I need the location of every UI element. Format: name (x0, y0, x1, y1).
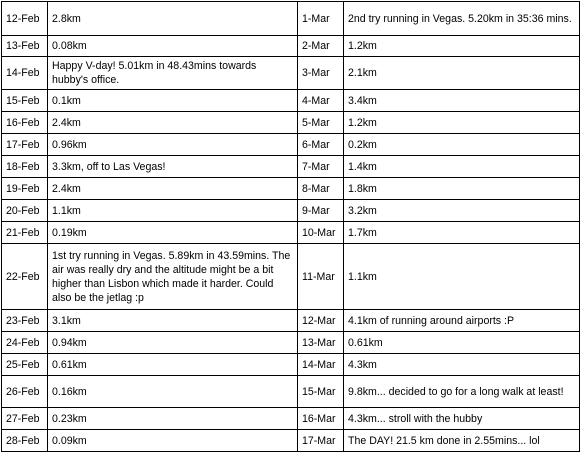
date-cell: 16-Mar (298, 408, 344, 430)
date-cell: 20-Feb (2, 200, 48, 222)
entry-cell: 4.3km (344, 354, 580, 376)
date-cell: 10-Mar (298, 222, 344, 244)
entry-cell: 1.8km (344, 178, 580, 200)
table-row (2, 244, 580, 310)
date-cell: 11-Mar (298, 244, 344, 310)
entry-cell: The DAY! 21.5 km done in 2.55mins... lol (344, 430, 580, 452)
entry-cell: 2nd try running in Vegas. 5.20km in 35:36 mins. (344, 2, 580, 36)
date-cell: 9-Mar (298, 200, 344, 222)
date-cell: 25-Feb (2, 354, 48, 376)
entry-cell: Happy V-day! 5.01km in 48.43mins towards hubby's office. (48, 57, 298, 90)
table-row (2, 178, 580, 200)
entry-cell: 1.2km (344, 112, 580, 134)
table-row (2, 112, 580, 134)
entry-cell: 4.1km of running around airports :P (344, 310, 580, 332)
date-cell: 17-Feb (2, 134, 48, 156)
date-cell: 28-Feb (2, 430, 48, 452)
date-cell: 26-Feb (2, 376, 48, 408)
table-body (2, 2, 580, 452)
table-row (2, 200, 580, 222)
table-row (2, 134, 580, 156)
entry-cell: 1.2km (344, 36, 580, 57)
date-cell: 24-Feb (2, 332, 48, 354)
entry-cell: 0.94km (48, 332, 298, 354)
date-cell: 17-Mar (298, 430, 344, 452)
date-cell: 1-Mar (298, 2, 344, 36)
entry-cell: 0.2km (344, 134, 580, 156)
entry-cell: 1.7km (344, 222, 580, 244)
date-cell: 2-Mar (298, 36, 344, 57)
date-cell: 15-Feb (2, 90, 48, 112)
date-cell: 19-Feb (2, 178, 48, 200)
entry-cell: 0.09km (48, 430, 298, 452)
entry-cell: 1st try running in Vegas. 5.89km in 43.59mins. The air was really dry and the altitude might be a bit higher than Lisbon which made it harder. Could also be the jetlag :p (48, 244, 298, 310)
entry-cell: 0.23km (48, 408, 298, 430)
date-cell: 18-Feb (2, 156, 48, 178)
table-row (2, 332, 580, 354)
date-cell: 21-Feb (2, 222, 48, 244)
entry-cell: 0.08km (48, 36, 298, 57)
date-cell: 22-Feb (2, 244, 48, 310)
table-row (2, 408, 580, 430)
table-row (2, 90, 580, 112)
entry-cell: 1.1km (344, 244, 580, 310)
entry-cell: 2.1km (344, 57, 580, 90)
entry-cell: 0.16km (48, 376, 298, 408)
entry-cell: 0.61km (344, 332, 580, 354)
table-row (2, 310, 580, 332)
table-row (2, 376, 580, 408)
entry-cell: 0.1km (48, 90, 298, 112)
date-cell: 27-Feb (2, 408, 48, 430)
date-cell: 15-Mar (298, 376, 344, 408)
date-cell: 12-Mar (298, 310, 344, 332)
running-log-table (1, 1, 580, 452)
date-cell: 8-Mar (298, 178, 344, 200)
entry-cell: 9.8km... decided to go for a long walk at least! (344, 376, 580, 408)
date-cell: 16-Feb (2, 112, 48, 134)
table-row (2, 2, 580, 36)
entry-cell: 3.4km (344, 90, 580, 112)
entry-cell: 4.3km... stroll with the hubby (344, 408, 580, 430)
entry-cell: 1.1km (48, 200, 298, 222)
table-row (2, 222, 580, 244)
entry-cell: 3.1km (48, 310, 298, 332)
entry-cell: 2.4km (48, 112, 298, 134)
entry-cell: 0.19km (48, 222, 298, 244)
date-cell: 13-Mar (298, 332, 344, 354)
table-row (2, 430, 580, 452)
entry-cell: 3.2km (344, 200, 580, 222)
entry-cell: 0.96km (48, 134, 298, 156)
date-cell: 6-Mar (298, 134, 344, 156)
date-cell: 14-Mar (298, 354, 344, 376)
table-row (2, 57, 580, 90)
date-cell: 5-Mar (298, 112, 344, 134)
date-cell: 3-Mar (298, 57, 344, 90)
date-cell: 4-Mar (298, 90, 344, 112)
entry-cell: 0.61km (48, 354, 298, 376)
date-cell: 7-Mar (298, 156, 344, 178)
table-row (2, 156, 580, 178)
table-row (2, 36, 580, 57)
table-row (2, 354, 580, 376)
date-cell: 12-Feb (2, 2, 48, 36)
date-cell: 14-Feb (2, 57, 48, 90)
date-cell: 13-Feb (2, 36, 48, 57)
entry-cell: 3.3km, off to Las Vegas! (48, 156, 298, 178)
entry-cell: 1.4km (344, 156, 580, 178)
entry-cell: 2.4km (48, 178, 298, 200)
date-cell: 23-Feb (2, 310, 48, 332)
entry-cell: 2.8km (48, 2, 298, 36)
